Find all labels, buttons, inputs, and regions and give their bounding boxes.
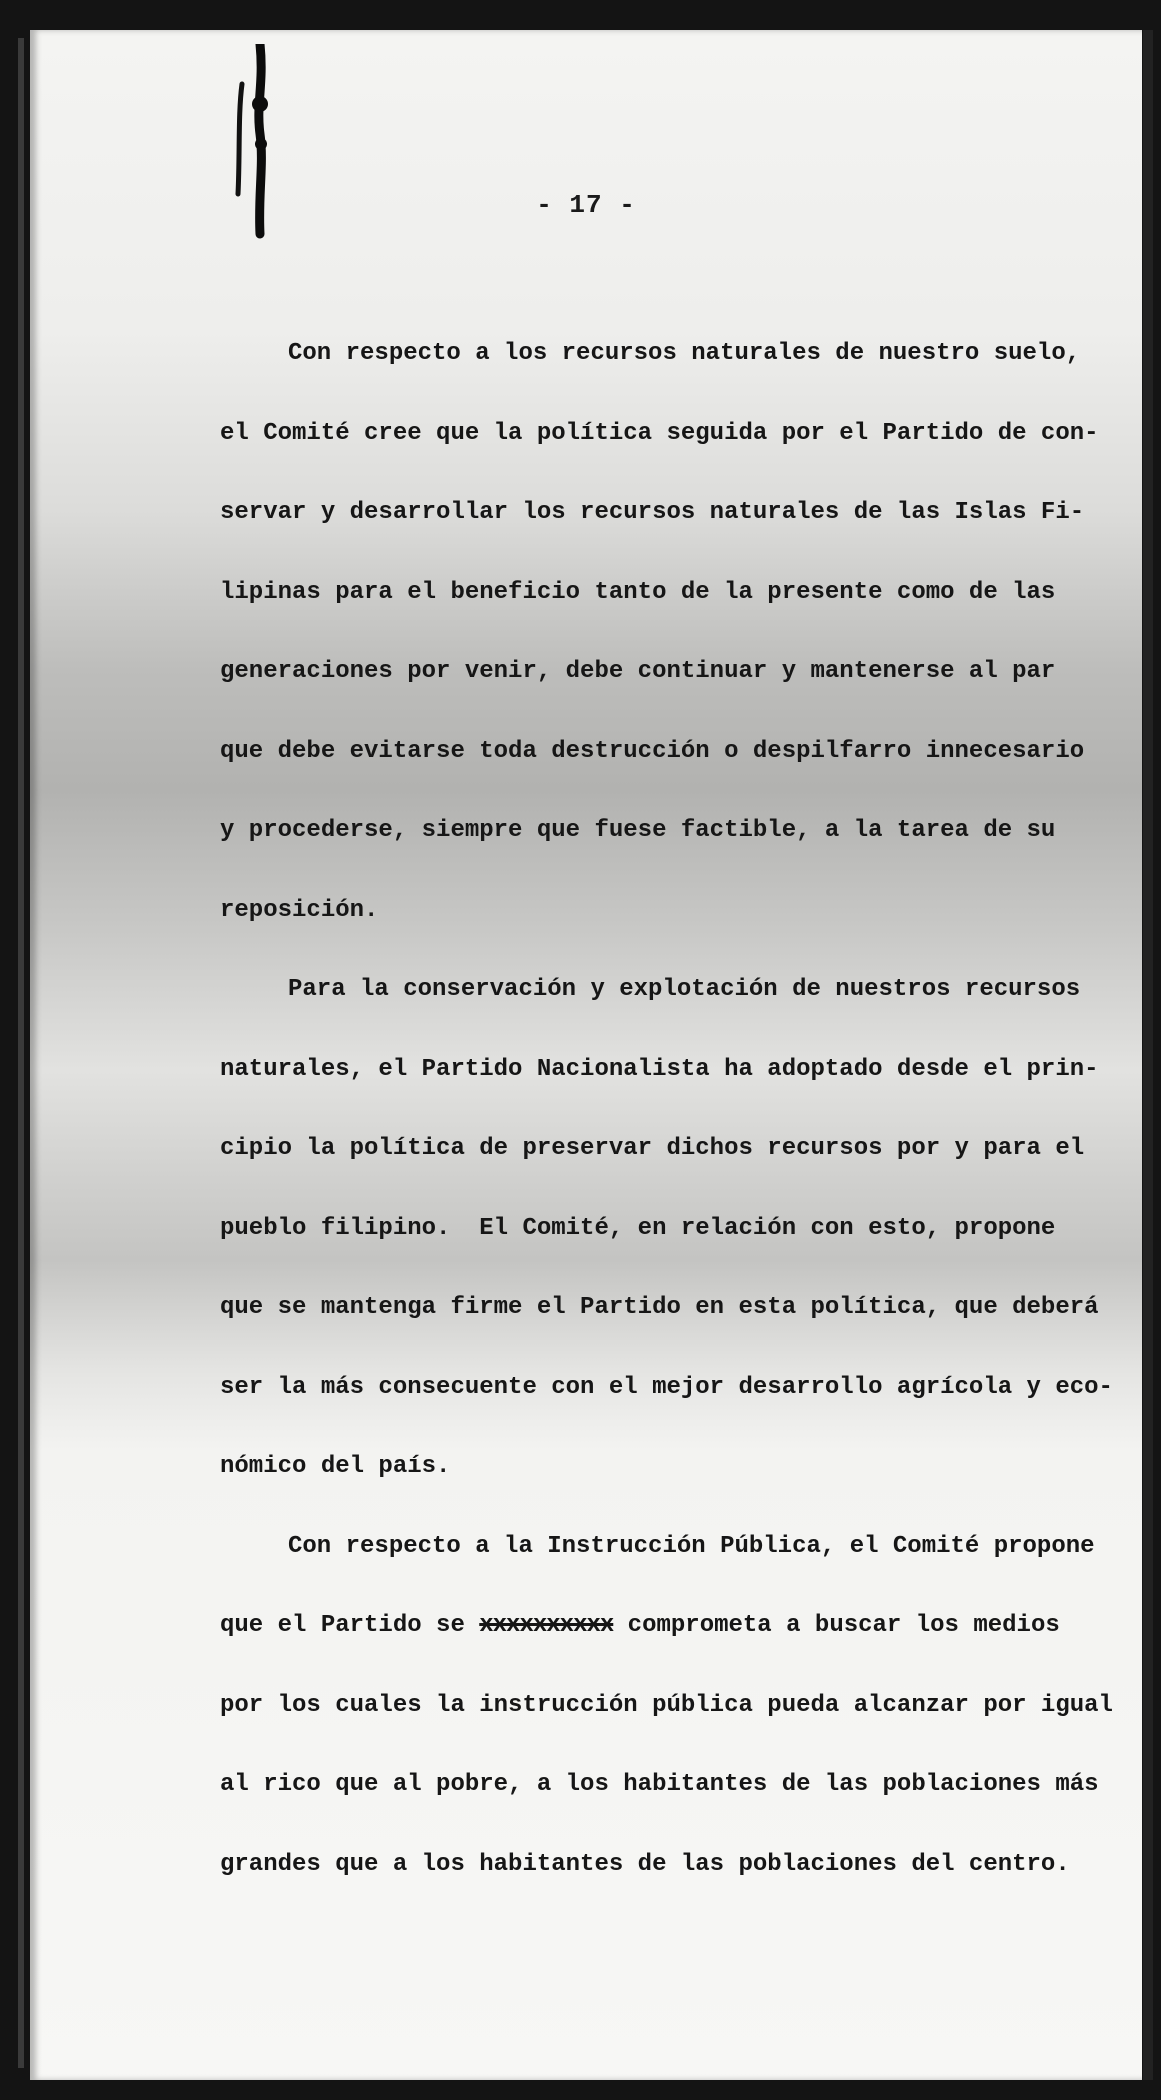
struck-out-word: xxxxxxxxxx (479, 1612, 614, 1639)
text-line: lipinas para el beneficio tanto de la presente como de las (220, 578, 1056, 606)
text-line: ser la más consecuente con el mejor desarrollo agrícola y eco- (220, 1373, 1113, 1401)
text-line: que debe evitarse toda destrucción o despilfarro innecesario (220, 737, 1085, 765)
text-line: al rico que al pobre, a los habitantes de las poblaciones más (220, 1771, 1099, 1798)
text-segment: que el Partido se (220, 1612, 480, 1639)
document-body (220, 314, 1113, 1904)
text-line: grandes que a los habitantes de las poblaciones del centro. (220, 1850, 1070, 1878)
text-segment: comprometa a buscar los medios (613, 1612, 1060, 1639)
text-line: y procederse, siempre que fuese factible, a la tarea de su (220, 817, 1056, 844)
text-line: Con respecto a los recursos naturales de nuestro suelo, (288, 340, 1081, 367)
scan-left-edge (18, 38, 24, 2068)
scan-right-edge (1143, 30, 1153, 2080)
page-number: - 17 - (536, 190, 636, 220)
text-line: pueblo filipino. El Comité, en relación con esto, propone (220, 1214, 1056, 1242)
text-line-with-strikeout (220, 1586, 1100, 1666)
document-page (30, 30, 1142, 2080)
text-line: el Comité cree que la política seguida por el Partido de con- (220, 419, 1099, 447)
text-line: Para la conservación y explotación de nuestros recursos (288, 976, 1081, 1003)
text-line: servar y desarrollar los recursos naturales de las Islas Fi- (220, 499, 1085, 526)
text-line: por los cuales la instrucción pública pueda alcanzar por igual (220, 1691, 1113, 1719)
text-line: que se mantenga firme el Partido en esta política, que deberá (220, 1294, 1099, 1321)
text-line: naturales, el Partido Nacionalista ha adoptado desde el prin- (220, 1055, 1099, 1083)
text-line: cipio la política de preservar dichos recursos por y para el (220, 1135, 1085, 1162)
text-line: Con respecto a la Instrucción Pública, el Comité propone (288, 1532, 1095, 1560)
text-line: generaciones por venir, debe continuar y mantenerse al par (220, 658, 1056, 685)
ink-smudge-marks (220, 44, 300, 254)
text-line: nómico del país. (220, 1453, 451, 1480)
text-line: reposición. (220, 896, 379, 924)
